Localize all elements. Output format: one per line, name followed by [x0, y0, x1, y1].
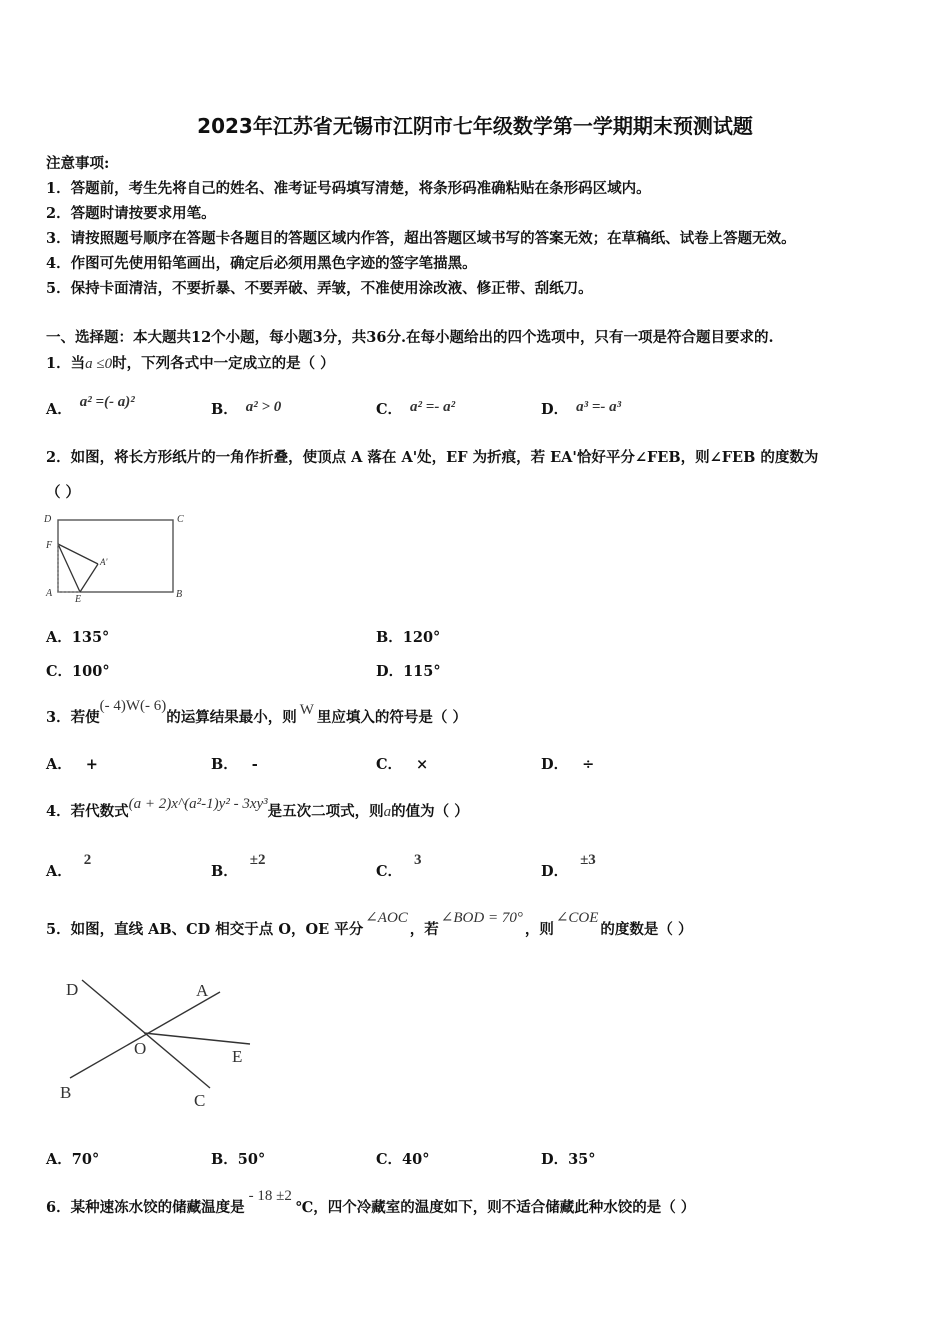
page-title: 2023年江苏省无锡市江阴市七年级数学第一学期期末预测试题: [197, 114, 753, 138]
option-label: A．: [46, 756, 72, 773]
q4-option-b: [211, 852, 266, 881]
q5-pre: 5．如图，直线 AB、CD 相交于点 O，OE 平分: [46, 921, 364, 938]
question-3: [46, 698, 467, 727]
option-math: a² > 0: [245, 399, 282, 415]
option-label: B．: [211, 1151, 238, 1168]
notice-item: 5．保持卡面清洁，不要折暴、不要弄破、弄皱，不准使用涂改液、修正带、刮纸刀。: [46, 280, 593, 297]
option-label: B．: [211, 756, 238, 773]
q5-option-d: [541, 1148, 596, 1169]
option-value: +: [85, 756, 98, 773]
option-value: 3: [414, 852, 422, 868]
q1-condition: a ≤0: [85, 356, 113, 372]
notice-item: 2．答题时请按要求用笔。: [46, 205, 216, 222]
option-label: D．: [541, 756, 569, 773]
question-2: 2．如图，将长方形纸片的一角作折叠，使顶点 A 落在 A'处，EF 为折痕，若 EA'恰好平分∠FEB，则∠FEB 的度数为: [46, 449, 819, 466]
q1-pre: 1．当: [46, 355, 86, 372]
option-value: 120°: [402, 629, 441, 646]
q3-option-a: [46, 753, 98, 774]
q5-mid1: ，若: [409, 921, 439, 938]
label-b: B: [60, 1083, 72, 1102]
option-label: A．: [46, 863, 72, 880]
option-label: D．: [541, 401, 569, 418]
label-c: C: [177, 514, 184, 525]
q1-option-a: [46, 394, 135, 419]
q6-pre: 6．某种速冻水饺的储藏温度是: [46, 1199, 245, 1216]
option-value: ÷: [582, 756, 595, 773]
q2-option-d: [376, 660, 441, 681]
q3-expression: (- 4)W(- 6): [99, 698, 167, 714]
q2-option-b: [376, 626, 440, 647]
q3-option-b: [211, 753, 258, 774]
q2-option-c: [46, 660, 110, 681]
label-e: E: [75, 594, 82, 605]
option-value: ±3: [580, 852, 596, 868]
option-value: 115°: [403, 663, 441, 680]
option-math: a³ =- a³: [576, 399, 622, 415]
label-a: A: [196, 981, 209, 1000]
option-label: A．: [46, 629, 72, 646]
label-a: A: [46, 588, 53, 599]
option-value: 2: [83, 852, 92, 868]
option-label: A．: [46, 1151, 72, 1168]
notice-item: 4．作图可先使用铅笔画出，确定后必须用黑色字迹的签字笔描黑。: [46, 255, 477, 272]
q5-figure: [52, 970, 262, 1115]
q5-option-b: [211, 1148, 265, 1169]
q4-option-a: [46, 852, 92, 881]
option-label: C．: [376, 1151, 403, 1168]
q1-post: 时，下列各式中一定成立的是（ ）: [112, 355, 335, 372]
q4-pre: 4．若代数式: [46, 803, 129, 820]
q3-pre: 3．若使: [46, 709, 100, 726]
section-heading: 一、选择题：本大题共12个小题，每小题3分，共36分.在每小题给出的四个选项中，只有一项是符合题目要求的.: [46, 329, 774, 346]
option-value: ×: [416, 756, 429, 773]
q1-option-d: [541, 398, 621, 419]
q5-angle-coe: ∠COE: [555, 910, 599, 926]
q4-expression: (a + 2)x^(a²-1)y² - 3xy³: [128, 796, 268, 812]
question-4: [46, 796, 469, 821]
question-6: [46, 1188, 696, 1217]
label-d: D: [66, 980, 79, 999]
line-ab: [70, 992, 220, 1078]
notice-item: 3．请按照题号顺序在答题卡各题目的答题区域内作答，超出答题区域书写的答案无效；在草稿纸、试卷上答题无效。: [46, 230, 796, 247]
option-value: 35°: [568, 1151, 596, 1168]
q3-symbol: W: [299, 702, 314, 718]
q3-mid: 的运算结果最小，则: [166, 709, 297, 726]
option-value: 50°: [237, 1151, 266, 1168]
q3-option-d: [541, 753, 594, 774]
q5-post: 的度数是（ ）: [600, 921, 693, 938]
option-value: -: [251, 756, 258, 773]
fold-line-fa: [58, 544, 98, 564]
q4-variable: a: [383, 804, 392, 820]
label-o: O: [134, 1039, 147, 1058]
question-5: [46, 910, 693, 939]
q5-option-a: [46, 1148, 99, 1169]
q2-figure: [40, 508, 200, 606]
crease-ef: [58, 544, 80, 592]
option-value: 100°: [72, 663, 110, 680]
q2-option-a: [46, 626, 109, 647]
option-math: a² =(- a)²: [79, 394, 135, 410]
label-e: E: [232, 1047, 243, 1066]
option-value: 40°: [402, 1151, 430, 1168]
q6-post: ℃，四个冷藏室的温度如下，则不适合储藏此种水饺的是（ ）: [295, 1199, 696, 1216]
q1-option-b: [211, 398, 281, 419]
q4-option-d: [541, 852, 596, 881]
option-label: D．: [376, 663, 404, 680]
option-label: D．: [541, 863, 569, 880]
option-label: B．: [211, 401, 238, 418]
label-d: D: [44, 514, 52, 525]
fold-line-ae: [80, 564, 98, 592]
question-2-cont: （ ）: [46, 484, 81, 501]
option-label: D．: [541, 1151, 569, 1168]
option-value: 70°: [71, 1151, 100, 1168]
option-label: C．: [376, 401, 403, 418]
ray-oe: [144, 1033, 250, 1044]
notice-heading: 注意事项:: [46, 155, 110, 172]
q5-mid2: ，则: [524, 921, 554, 938]
q4-mid: 是五次二项式，则: [267, 803, 384, 820]
option-value: ±2: [249, 852, 266, 868]
label-c: C: [194, 1091, 206, 1110]
option-label: C．: [46, 663, 73, 680]
label-b: B: [176, 589, 183, 600]
option-label: A．: [46, 401, 72, 418]
option-label: B．: [211, 863, 238, 880]
q4-post: 的值为（ ）: [391, 803, 469, 820]
option-math: a² =- a²: [410, 399, 456, 415]
q5-option-c: [376, 1148, 429, 1169]
label-a-prime: A': [100, 557, 108, 567]
option-label: C．: [376, 756, 403, 773]
q1-option-c: [376, 398, 455, 419]
q6-temperature: - 18 ±2: [248, 1188, 292, 1204]
q3-option-c: [376, 753, 428, 774]
q4-option-c: [376, 852, 422, 881]
option-value: 135°: [71, 629, 110, 646]
option-label: B．: [376, 629, 403, 646]
q5-angle-bod: ∠BOD = 70°: [440, 910, 523, 926]
q3-post: 里应填入的符号是（ ）: [316, 709, 467, 726]
label-f: F: [46, 540, 53, 551]
notice-item: 1．答题前，考生先将自己的姓名、准考证号码填写清楚，将条形码准确粘贴在条形码区域内。: [46, 180, 651, 197]
option-label: C．: [376, 863, 403, 880]
question-1: [46, 352, 335, 373]
q5-angle-aoc: ∠AOC: [365, 910, 408, 926]
